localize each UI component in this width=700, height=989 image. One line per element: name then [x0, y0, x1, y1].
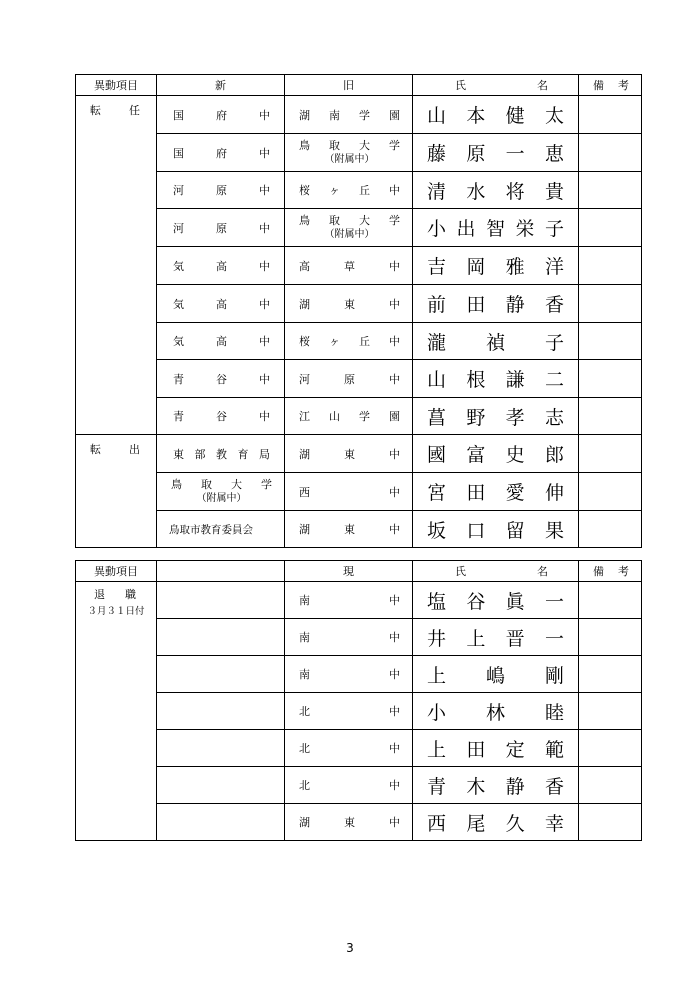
table-row — [76, 172, 642, 209]
notes-cell — [579, 247, 642, 285]
blank-cell — [157, 730, 285, 767]
table-header — [76, 561, 642, 582]
notes-cell — [579, 804, 642, 841]
blank-cell — [157, 619, 285, 656]
old-cell: 江 山 学 園 — [285, 398, 413, 435]
header-category: 異動項目 — [76, 75, 157, 96]
category-cell: 転 任 — [76, 96, 157, 435]
table-row — [76, 804, 642, 841]
new-cell: 青 谷 中 — [157, 360, 285, 398]
old-cell: 桜 ヶ 丘 中 — [285, 172, 413, 209]
retirement-date: ３月３１日付 — [87, 606, 145, 617]
blank-cell — [157, 693, 285, 730]
notes-cell — [579, 767, 642, 804]
name-cell: 藤 原 一 恵 — [413, 134, 579, 172]
table-row — [76, 473, 642, 511]
table-row — [76, 619, 642, 656]
name-cell: 山 根 謙 二 — [413, 360, 579, 398]
name-cell: 坂 口 留 果 — [413, 511, 579, 548]
transfer-table — [75, 74, 642, 548]
table-row — [76, 360, 642, 398]
notes-cell — [579, 511, 642, 548]
current-cell: 北 中 — [285, 730, 413, 767]
blank-cell — [157, 656, 285, 693]
table-row — [76, 511, 642, 548]
header-blank — [157, 561, 285, 582]
new-cell: 気 高 中 — [157, 247, 285, 285]
new-cell: 河 原 中 — [157, 172, 285, 209]
table-row — [76, 730, 642, 767]
header-notes: 備 考 — [579, 561, 642, 582]
name-cell: 塩 谷 眞 一 — [413, 582, 579, 619]
name-cell: 小 出 智 栄 子 — [413, 209, 579, 247]
notes-cell — [579, 398, 642, 435]
current-cell: 北 中 — [285, 693, 413, 730]
header-category: 異動項目 — [76, 561, 157, 582]
table-row — [76, 767, 642, 804]
notes-cell — [579, 656, 642, 693]
old-cell: 高 草 中 — [285, 247, 413, 285]
table-row — [76, 323, 642, 360]
table-row — [76, 285, 642, 323]
notes-cell — [579, 209, 642, 247]
notes-cell — [579, 619, 642, 656]
current-cell: 南 中 — [285, 656, 413, 693]
table-row — [76, 398, 642, 435]
notes-cell — [579, 473, 642, 511]
name-cell: 小 林 睦 — [413, 693, 579, 730]
name-cell: 菖 野 孝 志 — [413, 398, 579, 435]
table-row — [76, 209, 642, 247]
current-cell: 湖 東 中 — [285, 804, 413, 841]
blank-cell — [157, 804, 285, 841]
new-cell: 国 府 中 — [157, 134, 285, 172]
page-number: 3 — [346, 941, 354, 955]
old-cell: 湖 東 中 — [285, 511, 413, 548]
old-cell: 鳥 取 大 学 （附属中） — [285, 209, 413, 247]
old-cell: 湖 南 学 園 — [285, 96, 413, 134]
new-cell: 鳥 取 大 学 （附属中） — [157, 473, 285, 511]
category-cell: 退 職 ３月３１日付 — [76, 582, 157, 841]
table-row — [76, 435, 642, 473]
new-cell: 鳥取市教育委員会 — [157, 511, 285, 548]
old-cell: 西 中 — [285, 473, 413, 511]
name-cell: 山 本 健 太 — [413, 96, 579, 134]
name-cell: 上 田 定 範 — [413, 730, 579, 767]
old-cell: 桜 ヶ 丘 中 — [285, 323, 413, 360]
notes-cell — [579, 693, 642, 730]
table-row — [76, 134, 642, 172]
current-cell: 南 中 — [285, 619, 413, 656]
blank-cell — [157, 767, 285, 804]
name-cell: 吉 岡 雅 洋 — [413, 247, 579, 285]
old-cell: 河 原 中 — [285, 360, 413, 398]
name-cell: 青 木 静 香 — [413, 767, 579, 804]
name-cell: 上 嶋 剛 — [413, 656, 579, 693]
new-cell: 気 高 中 — [157, 323, 285, 360]
retirement-table — [75, 560, 642, 841]
table-row — [76, 656, 642, 693]
header-notes: 備 考 — [579, 75, 642, 96]
notes-cell — [579, 360, 642, 398]
notes-cell — [579, 134, 642, 172]
table-row — [76, 247, 642, 285]
notes-cell — [579, 582, 642, 619]
header-name: 氏 名 — [413, 75, 579, 96]
new-cell: 東 部 教 育 局 — [157, 435, 285, 473]
table-header — [76, 75, 642, 96]
new-cell: 河 原 中 — [157, 209, 285, 247]
name-cell: 前 田 静 香 — [413, 285, 579, 323]
new-cell: 気 高 中 — [157, 285, 285, 323]
header-old: 旧 — [285, 75, 413, 96]
old-cell: 湖 東 中 — [285, 285, 413, 323]
name-cell: 井 上 晋 一 — [413, 619, 579, 656]
new-cell: 国 府 中 — [157, 96, 285, 134]
header-new: 新 — [157, 75, 285, 96]
name-cell: 國 富 史 郎 — [413, 435, 579, 473]
current-cell: 南 中 — [285, 582, 413, 619]
current-cell: 北 中 — [285, 767, 413, 804]
name-cell: 清 水 将 貴 — [413, 172, 579, 209]
name-cell: 宮 田 愛 伸 — [413, 473, 579, 511]
table-row — [76, 582, 642, 619]
notes-cell — [579, 172, 642, 209]
notes-cell — [579, 96, 642, 134]
name-cell: 瀧 禎 子 — [413, 323, 579, 360]
old-cell: 鳥 取 大 学 （附属中） — [285, 134, 413, 172]
notes-cell — [579, 323, 642, 360]
name-cell: 西 尾 久 幸 — [413, 804, 579, 841]
header-name: 氏 名 — [413, 561, 579, 582]
notes-cell — [579, 285, 642, 323]
blank-cell — [157, 582, 285, 619]
old-cell: 湖 東 中 — [285, 435, 413, 473]
new-cell: 青 谷 中 — [157, 398, 285, 435]
notes-cell — [579, 730, 642, 767]
table-row — [76, 96, 642, 134]
category-cell: 転 出 — [76, 435, 157, 548]
notes-cell — [579, 435, 642, 473]
table-row — [76, 693, 642, 730]
header-current: 現 — [285, 561, 413, 582]
